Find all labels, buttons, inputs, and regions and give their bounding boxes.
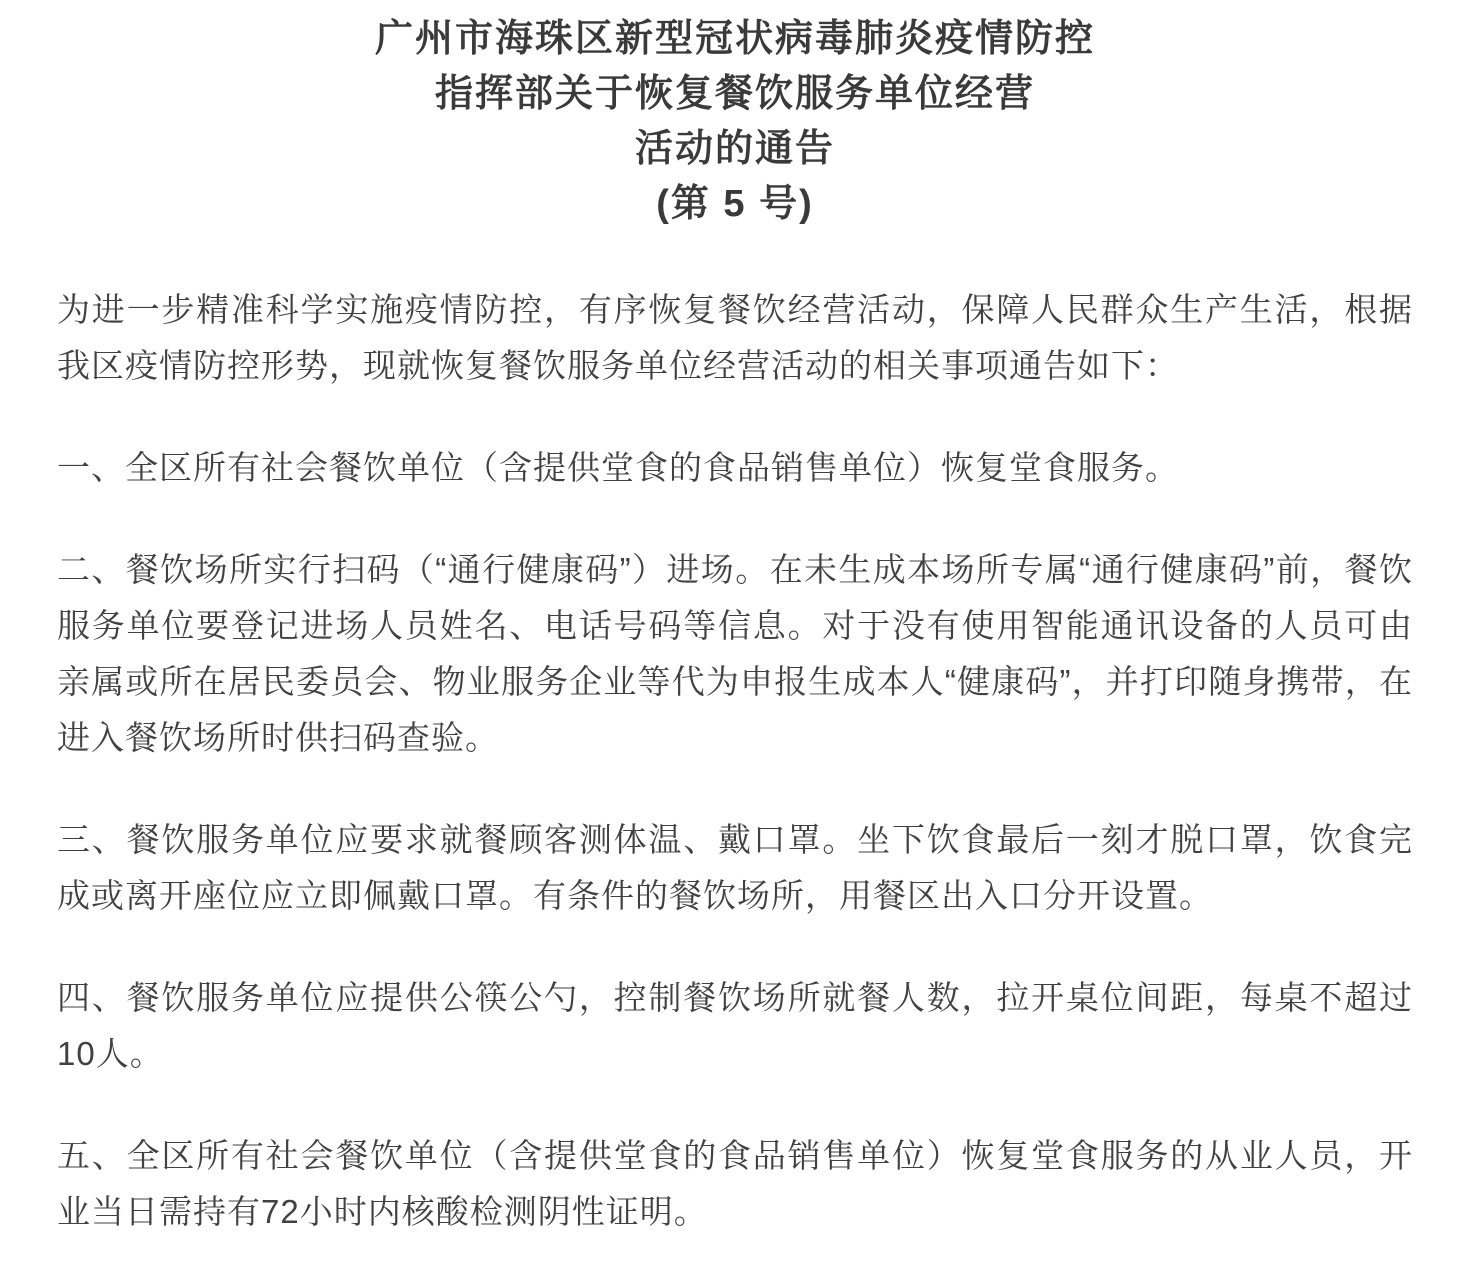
title-line-2: 指挥部关于恢复餐饮服务单位经营: [434, 73, 1035, 115]
item-2-paragraph: 二、餐饮场所实行扫码（“通行健康码”）进场。在未生成本场所专属“通行健康码”前，餐饮服务单位要登记进场人员姓名、电话号码等信息。对于没有使用智能通讯设备的人员可由亲属或所在居民委员会、物业服务企业等代为申报生成本人“健康码”，并打印随身携带，在进入餐饮场所时供扫码查验。: [57, 551, 1413, 756]
item-4-paragraph: 四、餐饮服务单位应提供公筷公勺，控制餐饮场所就餐人数，拉开桌位间距，每桌不超过10人。: [57, 979, 1413, 1072]
title-line-1: 广州市海珠区新型冠状病毒肺炎疫情防控: [374, 18, 1095, 60]
title-line-3: 活动的通告: [634, 128, 835, 170]
item-3-paragraph: 三、餐饮服务单位应要求就餐顾客测体温、戴口罩。坐下饮食最后一刻才脱口罩，饮食完成或离开座位应立即佩戴口罩。有条件的餐饮场所，用餐区出入口分开设置。: [57, 821, 1413, 914]
notice-title: [57, 12, 1413, 232]
notice-body: [57, 282, 1413, 1240]
item-1-paragraph: 一、全区所有社会餐饮单位（含提供堂食的食品销售单位）恢复堂食服务。: [57, 449, 1179, 486]
intro-paragraph: 为进一步精准科学实施疫情防控，有序恢复餐饮经营活动，保障人民群众生产生活，根据我区疫情防控形势，现就恢复餐饮服务单位经营活动的相关事项通告如下：: [57, 291, 1413, 384]
title-line-number: (第 5 号): [656, 183, 814, 225]
item-5-paragraph: 五、全区所有社会餐饮单位（含提供堂食的食品销售单位）恢复堂食服务的从业人员，开业当日需持有72小时内核酸检测阴性证明。: [57, 1137, 1413, 1230]
